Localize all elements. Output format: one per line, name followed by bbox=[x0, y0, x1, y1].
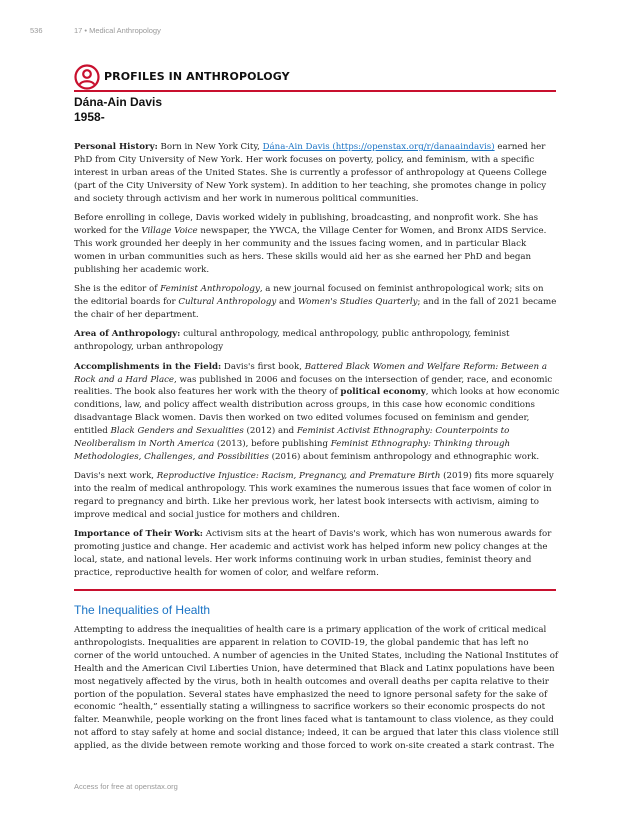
person-name: Dána-Ain Davis bbox=[74, 95, 163, 109]
text: (2012) and bbox=[243, 426, 297, 437]
italic-title: Reproductive Injustice: Racism, Pregnancy, and Premature Birth bbox=[156, 471, 441, 482]
paragraph-next-work bbox=[74, 470, 560, 522]
italic-title: Feminist Activist Ethnography: Counterpoints to Neoliberalism in North America bbox=[74, 426, 510, 450]
paragraph-career bbox=[74, 212, 560, 277]
person-info bbox=[74, 95, 162, 125]
text: (2019) fits more squarely into the realm of medical anthropology. This work examines the numerous issues that face women of color in regard to pregnancy and birth. Like her previous work, her latest book intersects with activism, aiming to improve medical and social justice for mothers and children. bbox=[74, 471, 554, 521]
paragraph-accomplishments bbox=[74, 361, 560, 464]
text: Davis's first book, bbox=[221, 361, 305, 372]
label: Personal History: bbox=[74, 142, 158, 152]
text: , which looks at how economic conditions, law, and policy affect wealth distribution across groups, in this case how economic conditions disadvantage Black women. Davis then worked on two edited volumes focused on feminism and gender, entitled bbox=[74, 387, 560, 437]
label: Area of Anthropology: bbox=[74, 329, 181, 340]
text: (2013), before publishing bbox=[214, 439, 331, 450]
text: newspaper, the YWCA, the Village Center for Women, and Bronx AIDS Service. This work grounded her deeply in her community and the issues facing women, and in particular Black women in urban communities such as hers. These skills would aid her as she earned her PhD and began publishing her academic work. bbox=[74, 225, 547, 275]
italic-title: Feminist Anthropology bbox=[160, 284, 260, 295]
section-heading: The Inequalities of Health bbox=[74, 603, 211, 617]
paragraph-editor bbox=[74, 283, 560, 322]
text: She is the editor of bbox=[74, 284, 161, 295]
italic-title: Village Voice bbox=[141, 225, 198, 236]
text: Born in New York City, bbox=[157, 142, 263, 152]
text: Davis's next work, bbox=[74, 471, 157, 482]
italic-title: Black Genders and Sexualities bbox=[110, 426, 244, 437]
profile-divider bbox=[74, 589, 556, 591]
label: Accomplishments in the Field: bbox=[74, 361, 222, 372]
page-header bbox=[30, 26, 161, 35]
paragraph-personal-history bbox=[74, 141, 560, 206]
paragraph-importance bbox=[74, 528, 560, 580]
text: , was published in 2006 and focuses on the intersection of gender, race, and economic realities. The book also features her work with the theory of bbox=[74, 374, 553, 398]
key-term: political economy bbox=[340, 387, 426, 398]
text: Before enrolling in college, Davis worked widely in publishing, broadcasting, and nonprofit work. She has worked for the bbox=[74, 213, 539, 236]
profile-heading: PROFILES IN ANTHROPOLOGY bbox=[104, 70, 290, 83]
text: Activism sits at the heart of Davis's work, which has won numerous awards for promoting justice and change. Her academic and activist work has helped inform new policy changes at the local, state, and national levels. Her work informs continuing work in urban studies, feminist theory and practice, reproductive health for women of color, and welfare reform. bbox=[74, 529, 552, 579]
italic-title: Feminist Ethnography: Thinking through Methodologies, Challenges, and Possibilities bbox=[74, 439, 511, 462]
text: and bbox=[276, 296, 298, 307]
text: (2016) about feminism anthropology and ethnographic work. bbox=[268, 451, 540, 462]
text: ; and in the fall of 2021 became the chair of her department. bbox=[74, 296, 557, 320]
person-years: 1958- bbox=[74, 110, 105, 124]
text: earned her PhD from City University of New York. Her work focuses on poverty, policy, and feminism, with a specific interest in urban areas of the United States. She is currently a professor of anthropology at Queens College (part of the City University of New York system). In addition to her teaching, she promotes change in policy and society through activism and her work in numerous political communities. bbox=[74, 142, 547, 204]
label: Importance of Their Work: bbox=[74, 529, 203, 540]
page-footer: Access for free at openstax.org bbox=[74, 782, 178, 791]
profile-body bbox=[74, 141, 560, 587]
italic-title: Battered Black Women and Welfare Reform: Between a Rock and a Hard Place bbox=[74, 361, 547, 385]
page-number: 536 bbox=[30, 26, 43, 35]
text: , a new journal focused on feminist anthropological work; sits on the editorial boards for bbox=[74, 284, 544, 307]
profile-link[interactable]: Dána-Ain Davis (https://openstax.org/r/danaaindavis) bbox=[262, 142, 495, 152]
paragraph-area bbox=[74, 328, 560, 354]
person-icon bbox=[74, 64, 100, 90]
section-body bbox=[74, 624, 560, 753]
chapter-title: 17 • Medical Anthropology bbox=[74, 26, 161, 35]
profile-header bbox=[74, 64, 556, 92]
section-paragraph: Attempting to address the inequalities of health care is a primary application of the work of critical medical anthropologists. Inequalities are apparent in relation to COVID-19, the global pandemic that has left no corner of the world untouched. A number of agencies in the United States, including the National Institutes of Health and the American Civil Liberties Union, have determined that Black and Latinx populations have been most negatively affected by the virus, both in health outcomes and overall deaths per capita relative to their portion of the population. Several states have emphasized the need to ignore personal safety for the sake of economic “health,” essentially stating a willingness to sacrifice workers so their economic prospects do not falter. Meanwhile, people working on the front lines faced what is tantamount to class violence, as they could not afford to stay safely at home and social distance; indeed, it can be argued that later this class violence still applied, as the divide between remote working and those forced to work on-site created a stark contrast. The bbox=[74, 625, 559, 752]
italic-title: Cultural Anthropology bbox=[178, 296, 277, 307]
italic-title: Women's Studies Quarterly bbox=[297, 296, 418, 307]
text: cultural anthropology, medical anthropology, public anthropology, feminist anthropology, urban anthropology bbox=[74, 329, 510, 353]
